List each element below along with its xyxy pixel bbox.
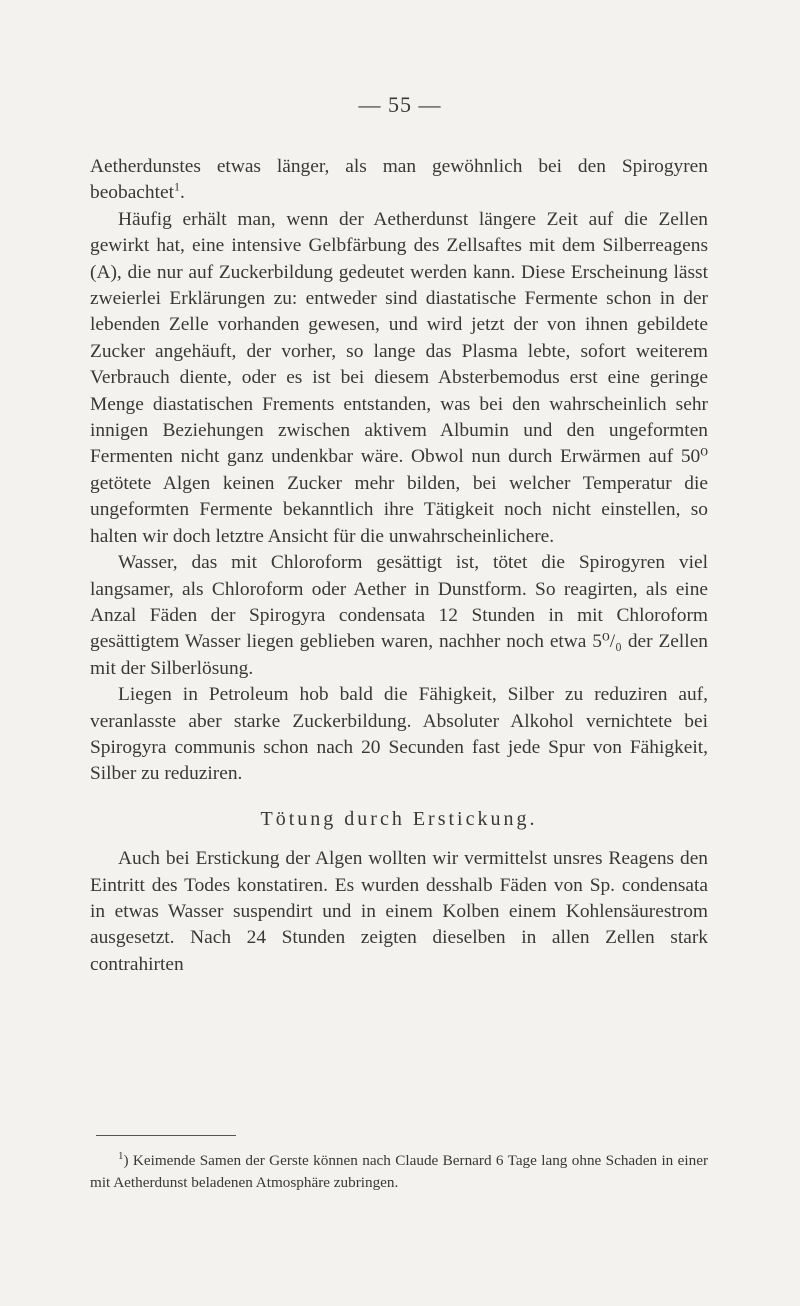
section-heading: Tötung durch Erstickung. <box>260 807 538 830</box>
paragraph-1-tail: . <box>179 182 185 204</box>
paragraph-4: Liegen in Petroleum hob bald die Fähigkeit, Silber zu reduziren auf, veranlasste aber starke Zuckerbildung. Absoluter Alkohol vernichtete bei Spirogyra communis schon nach 20 Secunden fast jede Spur von Fähigkeit, Silber zu reduziren. <box>90 684 708 785</box>
paragraph-2: Häufig erhält man, wenn der Aetherdunst längere Zeit auf die Zellen gewirkt hat, eine intensive Gelbfärbung des Zellsaftes mit dem Silberreagens (A), die nur auf Zuckerbildung gedeutet werden kann. Diese Erscheinung lässt zweierlei Erklärungen zu: entweder sind diastatische Fermente schon in der lebenden Zelle vorhanden gewesen, und wird jetzt der von ihnen gebildete Zucker angehäuft, der vorher, so lange das Plasma lebte, sofort weiterem Verbrauch diente, oder es ist bei diesem Absterbemodus erst eine geringe Menge diastatischen Frements entstanden, was bei den wahrscheinlich sehr innigen Beziehungen zwischen aktivem Albumin und den ungeformten Fermenten nicht ganz undenkbar wäre. Obwol nun durch Erwärmen auf 50⁰ getötete Algen keinen Zucker mehr bilden, bei welcher Temperatur die ungeformten Fermente bekanntlich ihre Tätigkeit noch nicht einstellen, so halten wir doch letztre Ansicht für die unwahrscheinlichere. <box>90 208 708 547</box>
paragraph-1 <box>90 154 708 207</box>
paragraph-1-text: Aetherdunstes etwas länger, als man gewöhnlich bei den Spirogyren beobachtet <box>90 156 708 204</box>
paragraph-5: Auch bei Erstickung der Algen wollten wir vermittelst unsres Reagens den Eintritt des Todes konstatiren. Es wurden desshalb Fäden von Sp. condensata in etwas Wasser suspendirt und in einem Kolben einem Kohlensäurestrom ausgesetzt. Nach 24 Stunden zeigten dieselben in allen Zellen stark contrahirten <box>90 848 708 975</box>
body-text <box>90 154 708 978</box>
page-number: — 55 — <box>358 92 442 117</box>
footnote-text <box>90 1150 708 1195</box>
footnote-ref: 1 <box>173 179 180 194</box>
footnote <box>90 1150 708 1195</box>
paragraph-3: Wasser, das mit Chloroform gesättigt ist, tötet die Spirogyren viel langsamer, als Chloroform oder Aether in Dunstform. So reagirten, als eine Anzal Fäden der Spirogyra condensata 12 Stunden in mit Chloroform gesättigtem Wasser liegen geblieben waren, nachher noch etwa 5⁰/₀ der Zellen mit der Silberlösung. <box>90 552 708 679</box>
footnote-mark: 1 <box>118 1149 124 1162</box>
footnote-divider <box>96 1135 236 1136</box>
footnote-body: ) Keimende Samen der Gerste können nach Claude Bernard 6 Tage lang ohne Schaden in einer mit Aetherdunst beladenen Atmosphäre zubringen. <box>90 1152 708 1192</box>
